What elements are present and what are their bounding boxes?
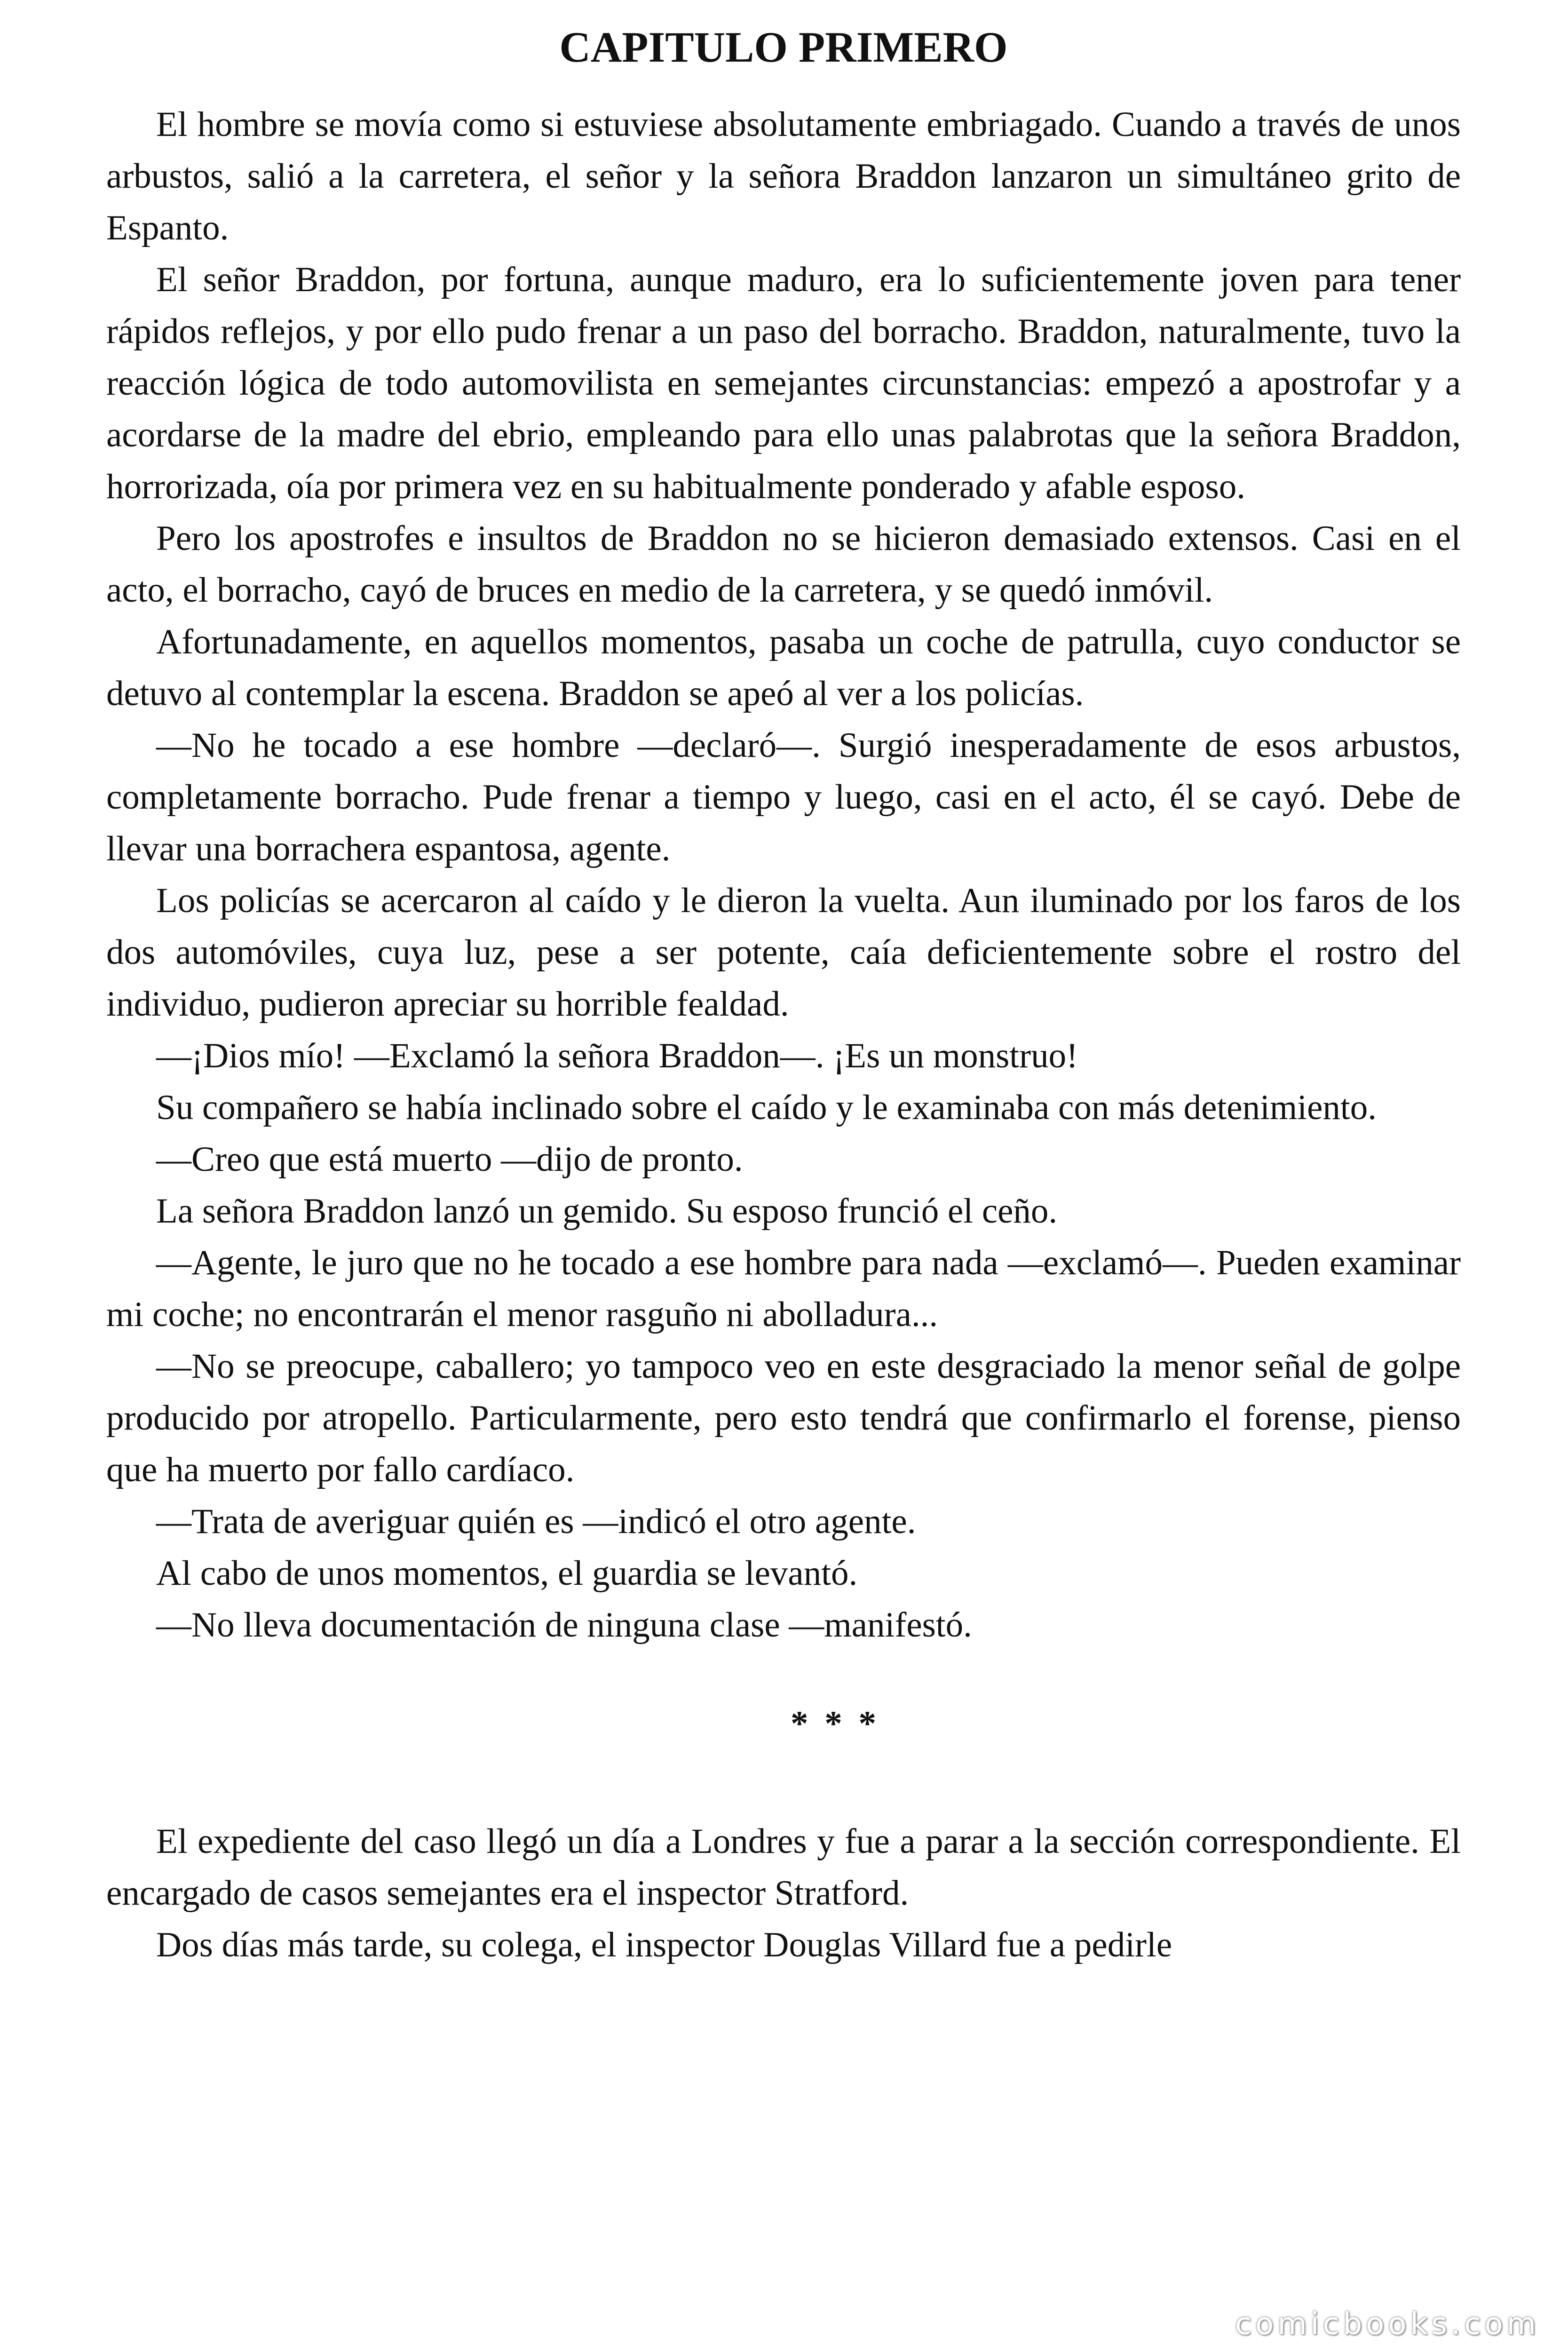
paragraph: El hombre se movía como si estuviese absolutamente embriagado. Cuando a través de unos arbustos, salió a la carretera, el señor y la señora Braddon lanzaron un simultáneo grito de Espanto. bbox=[106, 105, 1461, 247]
paragraph: El expediente del caso llegó un día a Londres y fue a parar a la sección correspondiente. El encargado de casos semejantes era el inspector Stratford. bbox=[106, 1822, 1461, 1913]
book-page bbox=[106, 19, 1461, 1971]
paragraph: —¡Dios mío! —Exclamó la señora Braddon—. ¡Es un monstruo! bbox=[156, 1036, 1078, 1075]
watermark-logo: comicbooks.com bbox=[1235, 2307, 1540, 2342]
paragraph: —No lleva documentación de ninguna clase —manifestó. bbox=[156, 1605, 972, 1645]
chapter-title: CAPITULO PRIMERO bbox=[559, 23, 1008, 71]
paragraph: —Agente, le juro que no he tocado a ese hombre para nada —exclamó—. Pueden examinar mi coche; no encontrarán el menor rasguño ni abolladura... bbox=[106, 1243, 1461, 1334]
paragraph: Los policías se acercaron al caído y le dieron la vuelta. Aun iluminado por los faros de los dos automóviles, cuya luz, pese a ser potente, caía deficientemente sobre el rostro del individuo, pudieron apreciar su horrible fealdad. bbox=[106, 881, 1461, 1024]
paragraph: Dos días más tarde, su colega, el inspector Douglas Villard fue a pedirle bbox=[156, 1925, 1172, 1964]
section-separator: * * * bbox=[791, 1704, 880, 1743]
paragraph: —No se preocupe, caballero; yo tampoco veo en este desgraciado la menor señal de golpe producido por atropello. Particularmente, pero esto tendrá que confirmarlo el forense, pienso que ha muerto por fallo cardíaco. bbox=[106, 1347, 1461, 1489]
paragraph: —Trata de averiguar quién es —indicó el otro agente. bbox=[156, 1502, 916, 1541]
paragraph: Al cabo de unos momentos, el guardia se levantó. bbox=[156, 1554, 858, 1593]
paragraph: Pero los apostrofes e insultos de Braddon no se hicieron demasiado extensos. Casi en el acto, el borracho, cayó de bruces en medio de la carretera, y se quedó inmóvil. bbox=[106, 519, 1461, 610]
text-section-1 bbox=[106, 99, 1461, 1651]
paragraph: —No he tocado a ese hombre —declaró—. Surgió inesperadamente de esos arbustos, completamente borracho. Pude frenar a tiempo y luego, casi en el acto, él se cayó. Debe de llevar una borrachera espantosa, agente. bbox=[106, 726, 1461, 868]
text-section-2 bbox=[106, 1816, 1461, 1971]
paragraph: Afortunadamente, en aquellos momentos, pasaba un coche de patrulla, cuyo conductor se detuvo al contemplar la escena. Braddon se apeó al ver a los policías. bbox=[106, 622, 1461, 713]
paragraph: La señora Braddon lanzó un gemido. Su esposo frunció el ceño. bbox=[156, 1192, 1058, 1231]
paragraph: Su compañero se había inclinado sobre el caído y le examinaba con más detenimiento. bbox=[156, 1088, 1377, 1127]
paragraph: El señor Braddon, por fortuna, aunque maduro, era lo suficientemente joven para tener rápidos reflejos, y por ello pudo frenar a un paso del borracho. Braddon, naturalmente, tuvo la reacción lógica de todo automovilista en semejantes circunstancias: empezó a apostrofar y a acordarse de la madre del ebrio, empleando para ello unas palabrotas que la señora Braddon, horrorizada, oía por primera vez en su habitualmente ponderado y afable esposo. bbox=[106, 260, 1461, 506]
paragraph: —Creo que está muerto —dijo de pronto. bbox=[156, 1140, 743, 1179]
